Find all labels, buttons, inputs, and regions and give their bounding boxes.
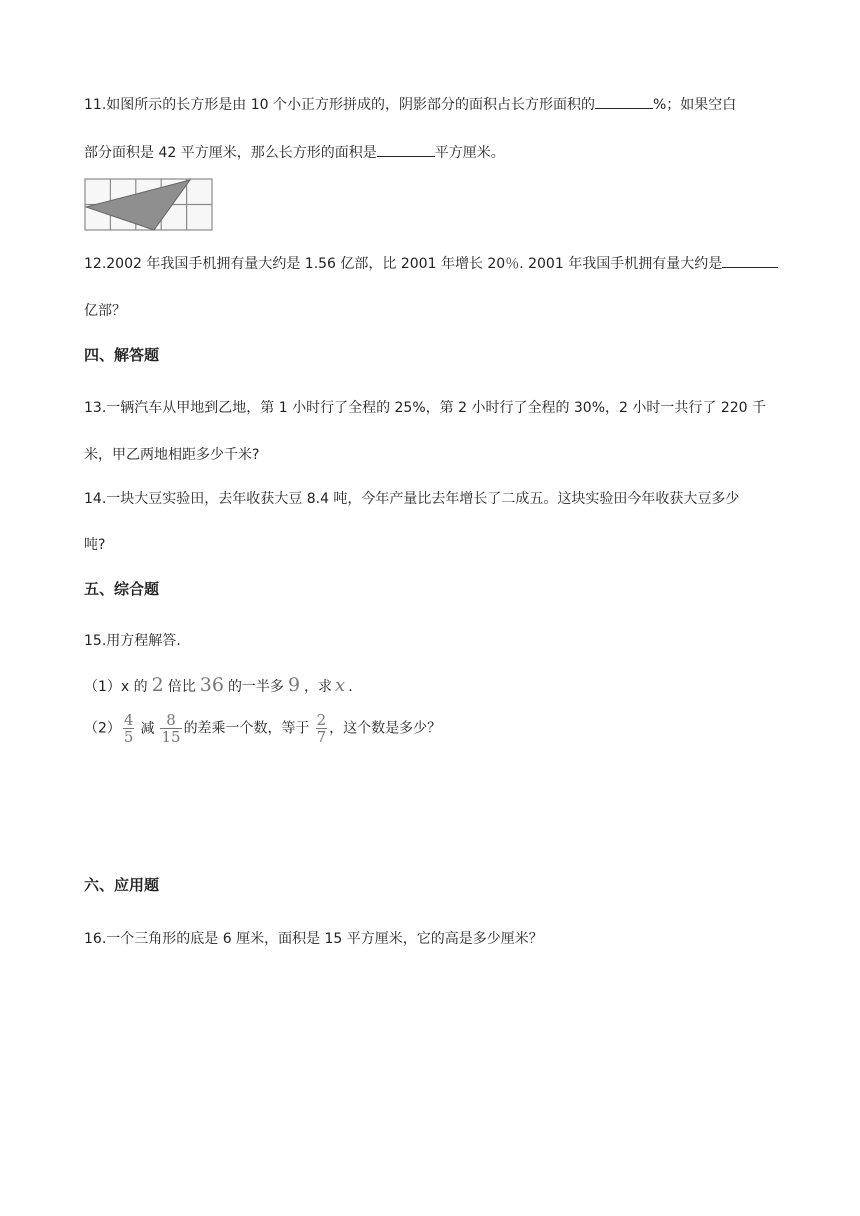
q15-p1-end: . [348,679,353,695]
q11-text-4: 平方厘米。 [434,145,505,161]
q13-line-2 [84,444,259,464]
number-36: 36 [199,674,224,696]
rectangle-grid-figure [84,178,214,232]
answer-blank [722,266,778,268]
q15-p1-prefix: （1）x 的 [84,679,148,695]
q12-line-2 [84,300,126,320]
fraction-8-15 [160,712,181,745]
q12-text-1: 12.2002 年我国手机拥有量大约是 1.56 亿部，比 2001 年增长 20％. 2001 年我国手机拥有量大约是 [84,256,723,272]
q15-p2-text-2: 的差乘一个数，等于 [183,720,310,737]
q14-line-2 [84,534,105,554]
q14-text-1: 14.一块大豆实验田，去年收获大豆 8.4 吨，今年产量比去年增长了二成五。这块实验田今年收获大豆多少 [84,491,740,507]
q15-p2-text-3: ，这个数是多少？ [329,720,442,737]
fraction-denominator: 5 [123,728,134,746]
q15-p1-text-2: 的一半多 [227,679,284,695]
q14-text-2: 吨? [84,537,106,553]
fraction-numerator: 2 [316,711,327,729]
fraction-4-5 [123,712,135,745]
number-9: 9 [287,674,301,696]
q15-intro [84,630,181,650]
q15-part-1 [84,674,353,696]
section-heading-6: 六、应用题 [84,876,160,894]
q11-line-2 [84,142,505,162]
q13-text-1: 13.一辆汽车从甲地到乙地，第 1 小时行了全程的 25%，第 2 小时行了全程的 30%，2 小时一共行了 220 千 [84,400,766,416]
q15-intro-text: 15.用方程解答. [84,633,181,649]
answer-blank [595,107,653,109]
q15-p1-text-3: ，求 [304,679,333,695]
q14-line-1 [84,488,739,508]
q11-text-2: %；如果空白 [652,97,737,113]
fraction-denominator: 7 [316,728,327,746]
q12-text-2: 亿部？ [84,303,126,319]
q16-text: 16.一个三角形的底是 6 厘米，面积是 15 平方厘米，它的高是多少厘米？ [84,931,543,947]
q11-line-1 [84,94,736,114]
q15-p2-prefix: （2） [84,720,121,737]
fraction-numerator: 4 [123,711,134,729]
q15-p2-text-1: 减 [140,720,155,737]
variable-x: x [335,675,346,696]
q13-line-1 [84,397,766,417]
fraction-numerator: 8 [166,711,176,729]
q15-p1-text-1: 倍比 [167,679,196,695]
section-heading-4: 四、解答题 [84,346,160,364]
fraction-2-7 [316,712,328,745]
section-heading-5: 五、综合题 [84,580,160,598]
q11-text-1: 11.如图所示的长方形是由 10 个小正方形拼成的，阴影部分的面积占长方形面积的 [84,97,595,113]
fraction-denominator: 15 [161,728,181,746]
q11-text-3: 部分面积是 42 平方厘米，那么长方形的面积是 [84,145,377,161]
number-2: 2 [151,674,164,696]
q15-part-2 [84,712,441,745]
answer-blank [377,155,435,157]
q12-line-1 [84,253,778,273]
q16-line [84,928,543,948]
q13-text-2: 米，甲乙两地相距多少千米? [84,447,260,463]
